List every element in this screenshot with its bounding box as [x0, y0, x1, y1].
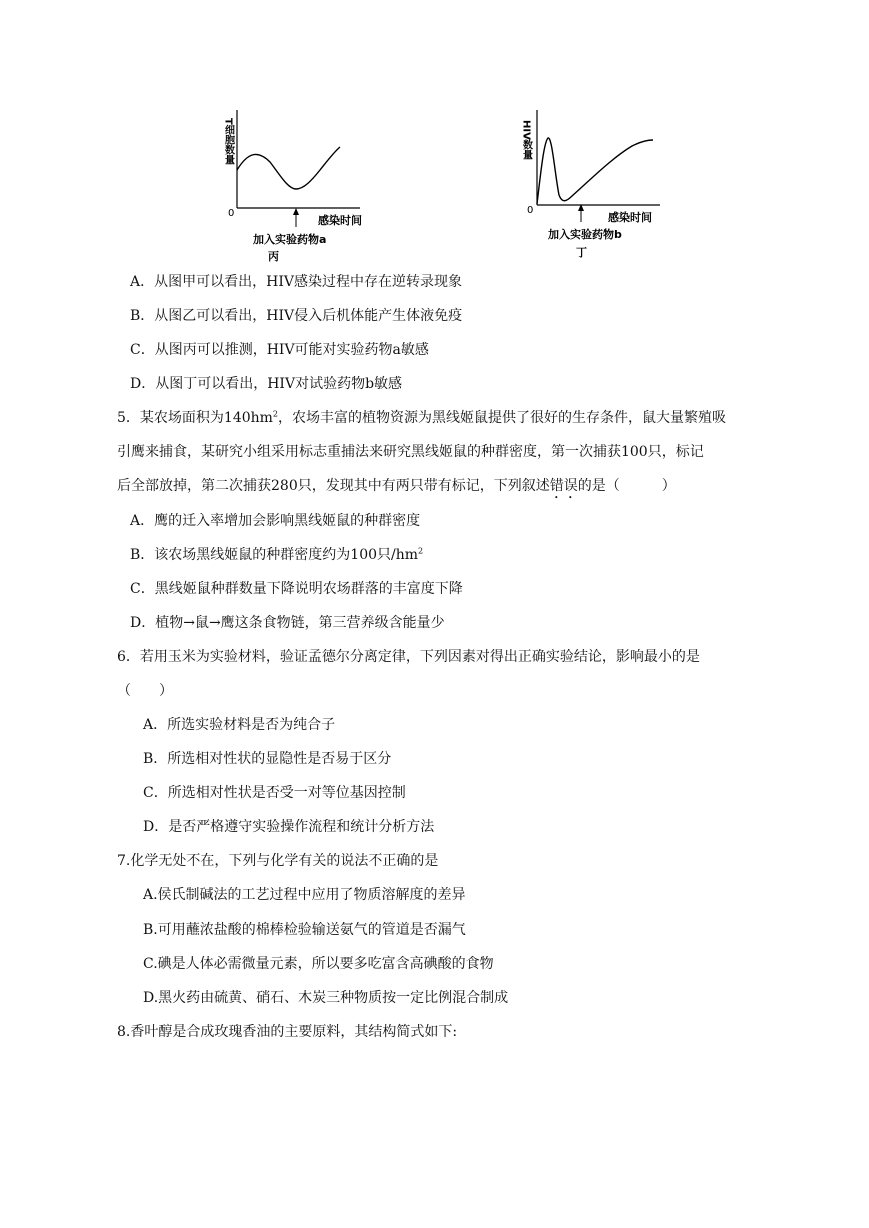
q4-option-a: A．从图甲可以看出，HIV感染过程中存在逆转录现象	[130, 274, 462, 290]
q5-option-a: A．鹰的迁入率增加会影响黑线姬鼠的种群密度	[130, 513, 421, 529]
q6-option-b: B．所选相对性状的显隐性是否易于区分	[143, 751, 392, 767]
bing-curve	[237, 147, 340, 189]
q4-option-b: B．从图乙可以看出，HIV侵入后机体能产生体液免疫	[130, 308, 463, 324]
figures-row	[0, 100, 869, 265]
q7-option-c: C.碘是人体必需微量元素，所以要多吃富含高碘酸的食物	[143, 956, 494, 972]
q5-stem-line3-b: 的是（ ）	[577, 478, 676, 494]
figures-svg	[0, 100, 869, 265]
q5-stem-sup: 2	[272, 409, 279, 419]
figure-bing	[223, 110, 363, 263]
q5-option-c: C．黑线姬鼠种群数量下降说明农场群落的丰富度下降	[130, 581, 463, 597]
q5-stem-line3	[117, 476, 676, 502]
bing-xlabel: 感染时间	[318, 214, 362, 227]
q6-option-c: C．所选相对性状是否受一对等位基因控制	[143, 785, 406, 801]
bing-origin: 0	[228, 208, 235, 219]
q5-option-b-sup: 2	[418, 546, 424, 556]
bing-arrow-head	[293, 208, 299, 215]
q5-stem-line1	[117, 408, 726, 428]
bing-caption: 丙	[268, 250, 279, 263]
q5-stem-emphasis: 错误	[549, 478, 578, 494]
q4-option-c: C．从图丙可以推测，HIV可能对实验药物a敏感	[130, 342, 429, 358]
q7-option-a: A.侯氏制碱法的工艺过程中应用了物质溶解度的差异	[143, 887, 466, 903]
figure-ding	[521, 110, 661, 259]
q5-stem-line1-a: 5．某农场面积为140hm	[117, 410, 273, 426]
q6-option-d: D．是否严格遵守实验操作流程和统计分析方法	[143, 819, 435, 835]
q5-stem-line1-b: ，农场丰富的植物资源为黑线姬鼠提供了很好的生存条件，鼠大量繁殖吸	[278, 410, 727, 426]
q5-stem-line2: 引鹰来捕食，某研究小组采用标志重捕法来研究黑线姬鼠的种群密度，第一次捕获100只，标记	[117, 444, 704, 460]
q5-stem-line3-a: 后全部放掉，第二次捕获280只，发现其中有两只带有标记，下列叙述	[117, 478, 550, 494]
q7-option-b: B.可用蘸浓盐酸的棉棒检验输送氨气的管道是否漏气	[143, 922, 466, 938]
ding-caption: 丁	[576, 246, 587, 259]
ding-curve	[537, 138, 653, 204]
q5-option-b	[130, 545, 423, 565]
q8-stem: 8.香叶醇是合成玫瑰香油的主要原料，其结构简式如下:	[117, 1024, 458, 1040]
ding-ylabel: HIV数量	[520, 120, 532, 160]
q4-option-d: D．从图丁可以看出，HIV对试验药物b敏感	[130, 376, 403, 392]
q7-stem: 7.化学无处不在，下列与化学有关的说法不正确的是	[117, 853, 439, 869]
q5-option-d: D．植物→鼠→鹰这条食物链，第三营养级含能量少	[130, 615, 445, 631]
ding-arrow-label: 加入实验药物b	[548, 228, 622, 241]
q5-option-b-text: B．该农场黑线姬鼠的种群密度约为100只/hm	[130, 547, 419, 563]
ding-origin: 0	[527, 205, 534, 216]
ding-xlabel: 感染时间	[608, 211, 652, 224]
q6-option-a: A．所选实验材料是否为纯合子	[143, 717, 336, 733]
q6-stem-line2: （ ）	[117, 683, 173, 699]
bing-ylabel: T细胞数量	[222, 118, 234, 165]
q6-stem-line1: 6．若用玉米为实验材料，验证孟德尔分离定律，下列因素对得出正确实验结论，影响最小的是	[117, 649, 700, 665]
q7-option-d: D.黑火药由硫黄、硝石、木炭三种物质按一定比例混合制成	[143, 990, 509, 1006]
bing-arrow-label: 加入实验药物a	[253, 233, 327, 246]
